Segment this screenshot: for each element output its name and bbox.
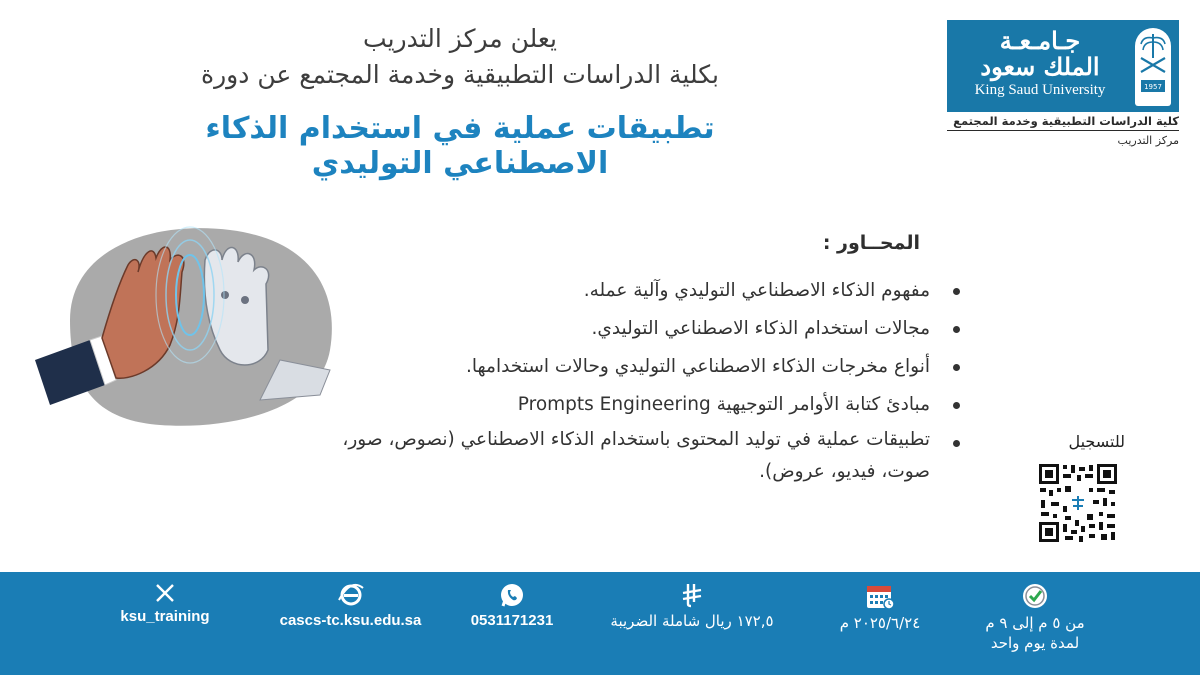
bullet-icon [953, 326, 960, 333]
bullet-icon [953, 440, 960, 447]
date-text: ٢٠٢٥/٦/٢٤ م [839, 614, 921, 632]
axis-item [340, 348, 960, 386]
logo-year: 1957 [1144, 83, 1162, 91]
human-robot-hands-illustration [30, 200, 350, 440]
axis-item-text: تطبيقات عملية في توليد المحتوى باستخدام الذكاء الاصطناعي (نصوص، صور، صوت، فيديو، عروض). [342, 429, 930, 482]
twitter-contact[interactable] [105, 582, 225, 625]
internet-explorer-icon [337, 582, 365, 608]
website-link[interactable] [268, 582, 433, 629]
whatsapp-icon [499, 582, 525, 608]
announcement-line2: بكلية الدراسات التطبيقية وخدمة المجتمع عن دورة [201, 60, 719, 89]
training-center-name: مركز التدريب [1117, 134, 1179, 147]
axis-item-text: مجالات استخدام الذكاء الاصطناعي التوليدي. [591, 318, 930, 339]
announcement-line1: يعلن مركز التدريب [363, 24, 557, 53]
axes-title: المحــاور : [822, 232, 920, 254]
twitter-handle: ksu_training [120, 608, 210, 625]
website-url: cascs-tc.ksu.edu.sa [279, 612, 422, 629]
axis-item-text: مبادئ كتابة الأوامر التوجيهية Prompts Engineering [517, 394, 930, 415]
course-title: تطبيقات عملية في استخدام الذكاء الاصطناعي التوليدي [205, 111, 715, 181]
logo-english-name: King Saud University [974, 82, 1106, 98]
register-label: للتسجيل [1068, 432, 1125, 451]
axis-item [340, 272, 960, 310]
axis-item [340, 310, 960, 348]
time-text: من ٥ م إلى ٩ م [985, 614, 1085, 632]
axis-item [340, 386, 960, 424]
university-logo [947, 20, 1179, 112]
price-info [592, 582, 792, 630]
bullet-icon [953, 402, 960, 409]
whatsapp-contact[interactable] [452, 582, 572, 629]
x-twitter-icon [154, 582, 176, 604]
time-info [960, 582, 1110, 652]
calendar-icon [865, 582, 895, 610]
axis-item [340, 424, 960, 488]
logo-arabic-line1: جـامـعـة [999, 26, 1081, 55]
palm-swords-emblem-icon [1135, 28, 1171, 106]
date-info [810, 582, 950, 632]
college-name: كلية الدراسات التطبيقية وخدمة المجتمع [947, 114, 1179, 131]
registration-qr-code[interactable] [1037, 462, 1119, 544]
riyal-currency-icon [679, 582, 705, 608]
logo-arabic-name [955, 28, 1125, 80]
whatsapp-number: 0531171231 [470, 612, 554, 629]
axes-list [340, 272, 960, 488]
clock-check-icon [1021, 582, 1049, 610]
price-text: ١٧٢,٥ ريال شاملة الضريبة [610, 612, 774, 630]
logo-arabic-line2: الملك سعود [980, 52, 1100, 81]
axis-item-text: مفهوم الذكاء الاصطناعي التوليدي وآلية عمله. [583, 280, 930, 301]
bullet-icon [953, 364, 960, 371]
duration-text: لمدة يوم واحد [990, 634, 1080, 652]
bullet-icon [953, 288, 960, 295]
axis-item-text: أنواع مخرجات الذكاء الاصطناعي التوليدي وحالات استخدامها. [465, 356, 930, 377]
